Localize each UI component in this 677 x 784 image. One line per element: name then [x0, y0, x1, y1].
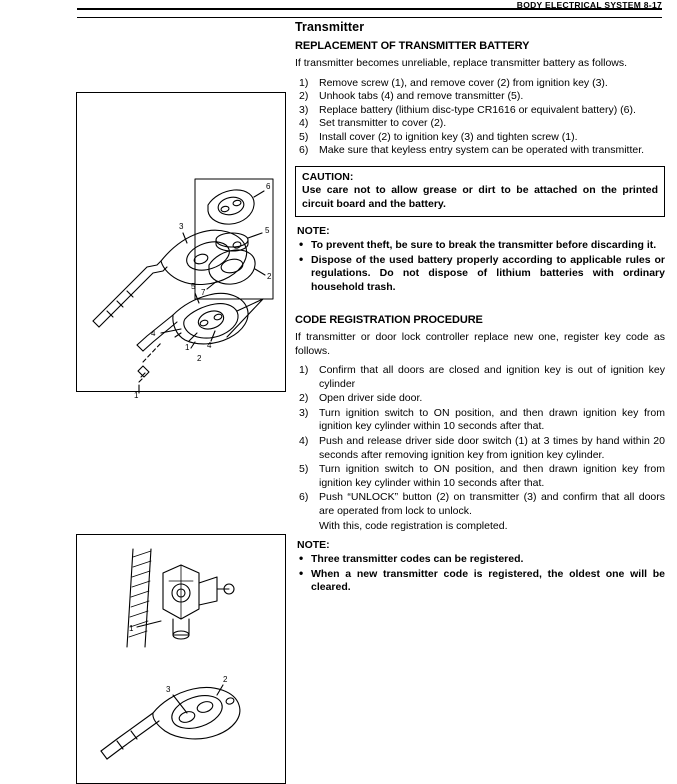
step-text: Unhook tabs (4) and remove transmitter (5). [319, 90, 524, 103]
closing-text: With this, code registration is completed. [319, 519, 508, 532]
svg-text:4: 4 [151, 329, 156, 338]
caution-box [295, 166, 665, 217]
svg-text:2: 2 [267, 272, 272, 281]
list-item [295, 131, 665, 145]
step-text: Install cover (2) to ignition key (3) and tighten screw (1). [319, 130, 578, 143]
list-item [295, 364, 665, 391]
step-text: Replace battery (lithium disc-type CR1616 or equivalent battery) (6). [319, 103, 636, 116]
step-text: Open driver side door. [319, 392, 423, 405]
step-number: 3) [299, 406, 309, 419]
step-number: 4) [299, 117, 309, 130]
list-item [295, 77, 665, 91]
header-title: BODY ELECTRICAL SYSTEM 8-17 [516, 0, 662, 10]
heading-code-registration-procedure: CODE REGISTRATION PROCEDURE [295, 314, 483, 327]
list-item [295, 392, 665, 406]
caution-label: CAUTION: [302, 171, 354, 184]
replacement-intro-text: If transmitter becomes unreliable, replace transmitter battery as follows. [295, 57, 628, 69]
step-number: 6) [299, 491, 309, 504]
step-number: 2) [299, 90, 309, 103]
heading-replacement-of-transmitter-battery: REPLACEMENT OF TRANSMITTER BATTERY [295, 40, 530, 52]
svg-text:4: 4 [207, 341, 212, 350]
svg-text:2: 2 [223, 675, 228, 684]
list-item [295, 239, 665, 253]
replacement-notes-list [295, 239, 665, 294]
step-text: Remove screw (1), and remove cover (2) from ignition key (3). [319, 76, 608, 89]
transmitter-exploded-drawing [77, 93, 283, 400]
step-number: 2) [299, 392, 309, 405]
step-text: Set transmitter to cover (2). [319, 117, 447, 130]
replacement-steps-list [295, 77, 665, 159]
step-text: Make sure that keyless entry system can be operated with transmitter. [319, 144, 645, 157]
svg-text:1: 1 [134, 391, 139, 400]
list-item [295, 407, 665, 434]
code-registration-intro-text: If transmitter or door lock controller replace new one, register key code as follows. [295, 331, 665, 357]
door-switch-transmitter-drawing [77, 535, 283, 781]
page-header [0, 0, 677, 18]
code-registration-notes-list [295, 553, 665, 595]
bullet-icon: • [299, 551, 304, 566]
caution-text: Use care not to allow grease or dirt to be attached on the printed circuit board and the battery. [302, 184, 658, 210]
list-item [295, 117, 665, 131]
svg-text:1: 1 [185, 343, 190, 352]
list-item [295, 435, 665, 462]
svg-text:5: 5 [191, 282, 196, 291]
svg-text:1: 1 [129, 624, 134, 633]
figure-door-switch-transmitter [76, 534, 286, 784]
bullet-icon: • [299, 237, 304, 252]
step-number: 1) [299, 364, 309, 377]
text-column [295, 20, 665, 601]
list-item [295, 491, 665, 518]
figure-column [0, 18, 285, 782]
step-number: 5) [299, 130, 309, 143]
figure-transmitter-exploded [76, 92, 286, 400]
note-label-replacement: NOTE: [297, 225, 330, 238]
list-item [295, 565, 665, 595]
list-item [295, 104, 665, 118]
step-text: Turn ignition switch to ON position, and then drawn ignition key from ignition key cylinder within 10 seconds after that. [319, 463, 665, 489]
svg-text:5: 5 [265, 226, 270, 235]
step-number: 1) [299, 76, 309, 89]
svg-text:3: 3 [166, 685, 171, 694]
step-text: Turn ignition switch to ON position, and then drawn ignition key from ignition key cylinder within 10 seconds after that. [319, 406, 665, 433]
list-item [295, 251, 665, 295]
svg-text:6: 6 [266, 182, 271, 191]
figure1-callouts [134, 182, 272, 400]
step-number: 6) [299, 144, 309, 157]
bullet-icon: • [299, 251, 304, 266]
svg-text:7: 7 [201, 288, 206, 297]
step-number: 5) [299, 463, 309, 476]
step-number: 3) [299, 103, 309, 116]
svg-text:2: 2 [197, 354, 202, 363]
step-text: Confirm that all doors are closed and ignition key is out of ignition key cylinder [319, 364, 665, 390]
list-item [295, 144, 665, 158]
step-text: Push and release driver side door switch (1) at 3 times by hand within 20 seconds after removing ignition key from ignition key cylinder. [319, 435, 665, 461]
note-text: When a new transmitter code is registered, the oldest one will be cleared. [311, 567, 665, 594]
step-number: 4) [299, 435, 309, 448]
note-text: Dispose of the used battery properly according to applicable rules or regulations. Do not dispose of lithium batteries with ordinary household trash. [311, 253, 665, 293]
svg-text:3: 3 [179, 222, 184, 231]
note-text: To prevent theft, be sure to break the transmitter before discarding it. [311, 239, 657, 252]
list-item [295, 90, 665, 104]
note-text: Three transmitter codes can be registered. [311, 553, 524, 566]
step-text: Push “UNLOCK” button (2) on transmitter (3) and confirm that all doors are operated from lock to unlock. [319, 491, 665, 517]
list-item [295, 463, 665, 490]
page-title: Transmitter [295, 20, 365, 34]
list-item [295, 553, 665, 567]
list-item-closing [295, 520, 665, 534]
code-registration-steps-list [295, 364, 665, 533]
note-label-code-registration: NOTE: [297, 539, 330, 552]
bullet-icon: • [299, 565, 304, 580]
